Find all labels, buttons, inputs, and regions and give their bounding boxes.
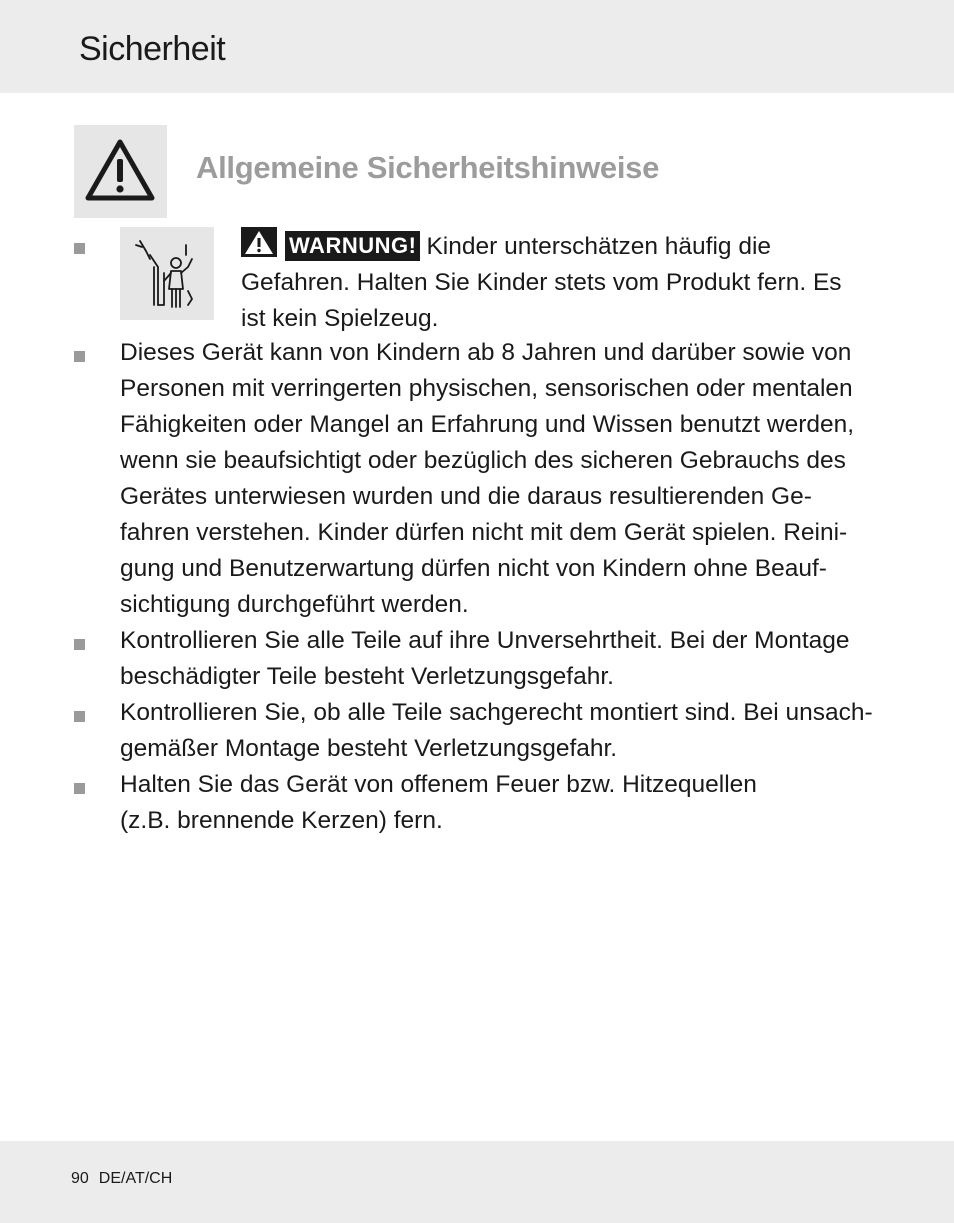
item-1-text xyxy=(241,227,842,337)
section-heading: Allgemeine Sicherheitshinweise xyxy=(196,150,660,185)
footer xyxy=(71,1170,182,1188)
warning-triangle-icon xyxy=(241,227,277,257)
bullet-marker xyxy=(74,351,85,362)
item-1-line-2: Gefahren. Halten Sie Kinder stets vom Produkt fern. Es xyxy=(241,269,842,296)
item-1-line-1: WARNUNG! Kinder unterschätzen häufig die xyxy=(241,227,842,265)
bullet-marker xyxy=(74,783,85,794)
bullet-marker xyxy=(74,243,85,254)
item-4-text: Kontrollieren Sie, ob alle Teile sachgerecht montiert sind. Bei unsach- gemäßer Montage besteht Verletzungsgefahr. xyxy=(120,699,873,762)
warning-label: WARNUNG! xyxy=(285,231,420,261)
warning-box xyxy=(74,125,167,218)
page-number: 90 xyxy=(71,1170,89,1187)
locale-label: DE/AT/CH xyxy=(98,1170,173,1187)
header-band xyxy=(0,0,954,93)
bullet-marker xyxy=(74,639,85,650)
item-2-text: Dieses Gerät kann von Kindern ab 8 Jahren und darüber sowie von Personen mit verringerten physischen, sensorischen oder mentalen Fähigkeiten oder Mangel an Erfahrung und Wissen benutzt werden, wenn sie beaufsichtigt oder bezüglich des sicheren Gebrauchs des Gerätes unterwiesen wurden und die daraus resultierenden Ge- fahren verstehen. Kinder dürfen nicht mit dem Gerät spielen. Reini- gung und Benutzerwartung dürfen nicht von Kindern ohne Beauf- sichtigung durchgeführt werden. xyxy=(120,339,855,618)
warning-triangle-icon xyxy=(85,139,155,201)
item-1-line-3: ist kein Spielzeug. xyxy=(241,305,439,332)
page-title: Sicherheit xyxy=(79,30,226,68)
item-5-text: Halten Sie das Gerät von offenem Feuer bzw. Hitzequellen (z.B. brennende Kerzen) fern. xyxy=(120,771,757,834)
child-icon-box xyxy=(120,227,214,320)
item-3-text: Kontrollieren Sie alle Teile auf ihre Unversehrtheit. Bei der Montage beschädigter Teile besteht Verletzungsgefahr. xyxy=(120,627,850,690)
child-safety-icon xyxy=(128,233,206,313)
bullet-marker xyxy=(74,711,85,722)
